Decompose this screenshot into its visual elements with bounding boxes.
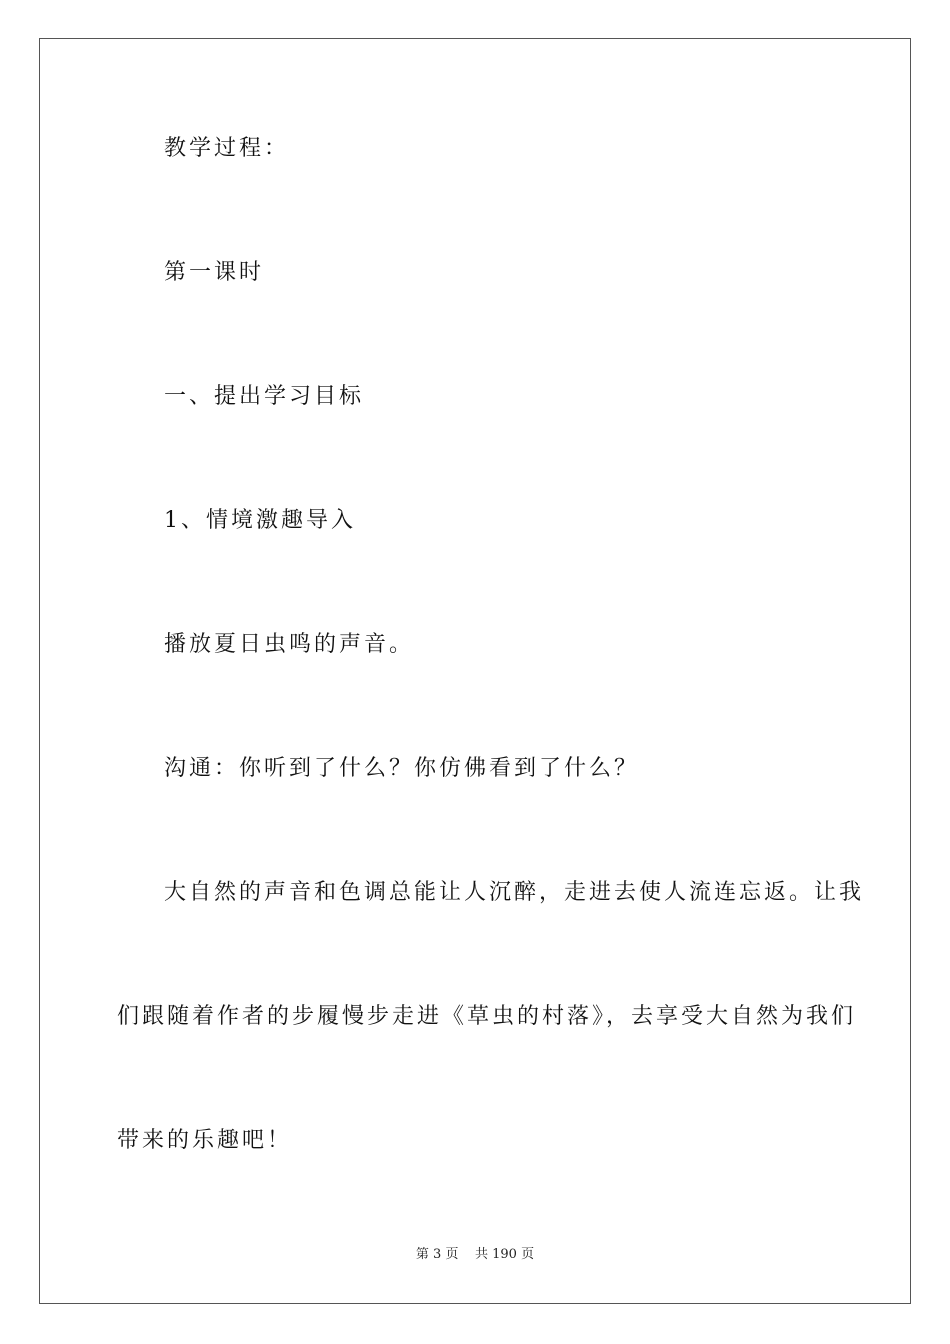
page-footer (0, 1246, 950, 1264)
heading-learning-goals: 一、提出学习目标 (164, 384, 365, 409)
page-number: 第 3 页 (415, 1247, 459, 1262)
paragraph-communication: 沟通：你听到了什么？你仿佛看到了什么？ (164, 756, 640, 781)
heading-situation-intro: 1、情境激趣导入 (164, 508, 356, 533)
total-pages: 共 190 页 (475, 1247, 535, 1262)
heading-first-lesson: 第一课时 (164, 260, 265, 285)
paragraph-play-sound: 播放夏日虫鸣的声音。 (164, 632, 415, 657)
page-frame (39, 38, 911, 1304)
heading-teaching-process: 教学过程： (164, 136, 290, 161)
paragraph-nature-line-2: 们跟随着作者的步履慢步走进《草虫的村落》，去享受大自然为我们 (117, 1004, 857, 1029)
paragraph-nature-line-3: 带来的乐趣吧！ (117, 1128, 293, 1153)
paragraph-nature-line-1: 大自然的声音和色调总能让人沉醉，走进去使人流连忘返。让我 (164, 880, 865, 905)
